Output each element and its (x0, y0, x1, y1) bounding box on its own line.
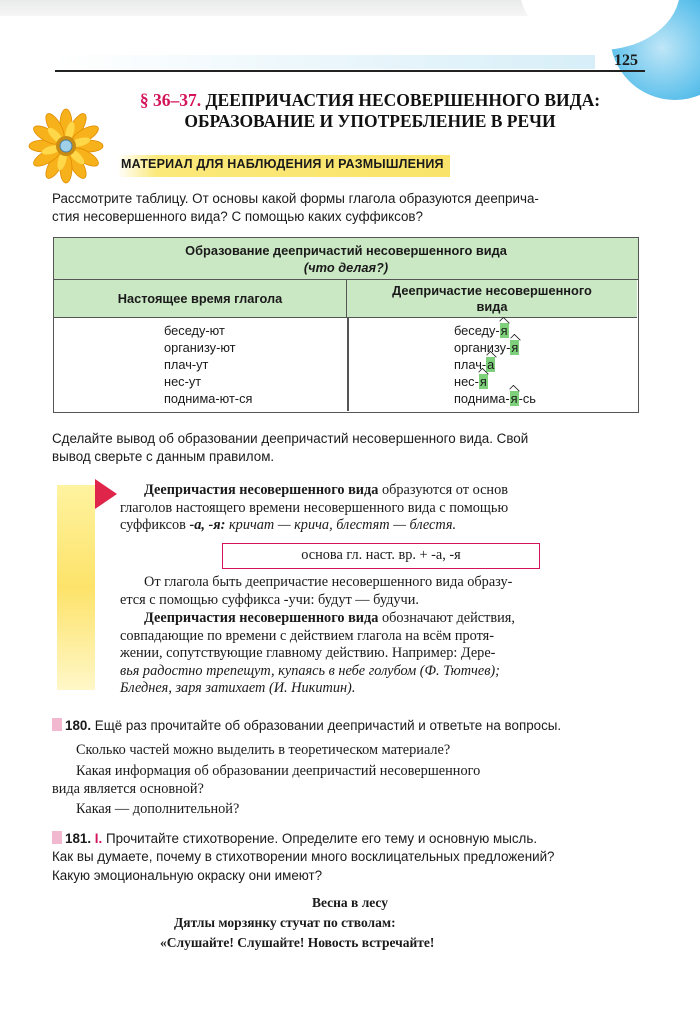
flower-icon (28, 108, 104, 184)
header-band (55, 55, 595, 69)
table-cell (454, 322, 536, 339)
rule-text: суффиксов (120, 517, 190, 534)
rule-line: вья радостно трепещут, купаясь в небе голубом (Ф. Тютчев); (120, 662, 500, 679)
present-tense-list (164, 322, 252, 407)
poem-title: Весна в лесу (311, 895, 389, 910)
rule-text: обозначают действия, (378, 610, 515, 626)
exercise-badge (52, 718, 62, 731)
page-number: 125 (614, 52, 638, 69)
rule-line (120, 482, 640, 500)
table-title-text: Образование деепричастий несовершенного вида (185, 243, 507, 258)
section-number: § 36–37. (139, 90, 202, 110)
word-stem: беседу- (454, 323, 500, 338)
table-divider (347, 318, 349, 411)
poem-line: Дятлы морзянку стучат по стволам: (174, 915, 396, 930)
section-title-line2: ОБРАЗОВАНИЕ И УПОТРЕБЛЕНИЕ В РЕЧИ (184, 111, 556, 131)
table-cell (454, 373, 536, 390)
word-stem: нес- (454, 374, 479, 389)
suffix-mark: я (479, 374, 487, 389)
table-cell: поднима-ют-ся (164, 391, 253, 406)
table-cell: беседу-ют (164, 323, 225, 338)
exercise-number: 181. (65, 831, 92, 846)
table-subtitle: (что делая?) (303, 260, 389, 275)
exercise-number: 180. (65, 718, 92, 733)
table-cell (454, 339, 536, 356)
intro-line: стия несовершенного вида? С помощью каких суффиксов? (52, 209, 423, 224)
exercise-line: Как вы думаете, почему в стихотворении много восклицательных предложений? (52, 849, 555, 865)
rule-paragraph-2 (120, 574, 640, 609)
question-1: Сколько частей можно выделить в теоретическом материале? (76, 742, 451, 758)
formation-table (53, 237, 639, 413)
rule-marker-bar (57, 485, 95, 690)
word-stem: поднима- (454, 391, 510, 406)
rule-term: Деепричастия несовершенного вида (144, 482, 379, 498)
suffix-mark: я (511, 340, 519, 355)
section-title-line1: ДЕЕПРИЧАСТИЯ НЕСОВЕРШЕННОГО ВИДА: (205, 90, 601, 110)
exercise-text: Ещё раз прочитайте об образовании деепричастий и ответьте на вопросы. (91, 718, 562, 733)
rule-examples: кричат — крича, блестят — блестя. (225, 517, 457, 534)
suffix-mark: а (487, 357, 495, 372)
exercise-181 (52, 830, 648, 885)
exercise-text: Прочитайте стихотворение. Определите его тему и основную мысль. (102, 831, 538, 846)
suffix-mark: я (500, 323, 508, 338)
rule-term: Деепричастия несовершенного вида (144, 610, 379, 626)
section-title (80, 90, 660, 132)
exercise-line (52, 717, 648, 735)
formula-box: основа гл. наст. вр. + -а, -я (222, 543, 540, 569)
poem-line: «Слушайте! Слушайте! Новость встречайте! (160, 935, 435, 950)
column-header-line: вида (476, 298, 508, 314)
rule-line: ется с помощью суффикса -учи: будут — будучи. (120, 591, 419, 608)
rule-line (120, 517, 640, 535)
rule-line: совпадающие по времени с действием глагола на всём протя- (120, 627, 495, 644)
table-column-header (347, 280, 637, 318)
header-rule (55, 70, 645, 72)
rule-suffixes: -а, -я: (189, 517, 226, 534)
exercise-180 (52, 717, 648, 735)
exercise-line: Какую эмоциональную окраску они имеют? (52, 867, 323, 883)
rule-paragraph-3 (120, 610, 640, 698)
rule-line: глаголов настоящего времени несовершенного вида с помощью (120, 499, 509, 516)
question-2-cont: вида является основной? (52, 781, 204, 797)
table-cell: нес-ут (164, 374, 202, 389)
exercise-badge (52, 831, 62, 844)
table-title (54, 238, 638, 280)
rule-line (120, 610, 640, 628)
poem-body (160, 913, 434, 953)
table-cell (454, 390, 536, 407)
gerund-list (454, 322, 536, 407)
question-2: Какая информация об образовании деепричастий несовершенного (76, 763, 481, 779)
table-cell (454, 356, 536, 373)
word-tail: -сь (518, 391, 536, 406)
subheading: МАТЕРИАЛ ДЛЯ НАБЛЮДЕНИЯ И РАЗМЫШЛЕНИЯ (117, 155, 450, 177)
word-stem: плач- (454, 357, 487, 372)
rule-line: От глагола быть деепричастие несовершенного вида образу- (144, 574, 513, 590)
table-column-header: Настоящее время глагола (54, 280, 347, 318)
rule-text: образуются от основ (378, 482, 508, 498)
intro-paragraph (52, 190, 642, 226)
question-3: Какая — дополнительной? (76, 801, 240, 817)
word-stem: организу- (454, 340, 511, 355)
rule-paragraph-1 (120, 482, 640, 535)
intro-line: Рассмотрите таблицу. От основы какой формы глагола образуются дееприча- (52, 191, 539, 206)
rule-arrow-icon (95, 479, 117, 509)
conclusion-line: Сделайте вывод об образовании деепричастий несовершенного вида. Свой (52, 431, 529, 446)
exercise-line (52, 830, 648, 848)
table-cell: плач-ут (164, 357, 209, 372)
table-cell: организу-ют (164, 340, 236, 355)
conclusion-paragraph (52, 430, 642, 466)
rule-line: Бледнея, заря затихает (И. Никитин). (120, 680, 356, 697)
column-header-line: Деепричастие несовершенного (392, 282, 592, 298)
exercise-part: I. (94, 831, 103, 846)
rule-line: жении, сопутствующие главному действию. Например: Дере- (120, 645, 496, 662)
suffix-mark: я (510, 391, 518, 406)
conclusion-line: вывод сверьте с данным правилом. (52, 449, 275, 464)
